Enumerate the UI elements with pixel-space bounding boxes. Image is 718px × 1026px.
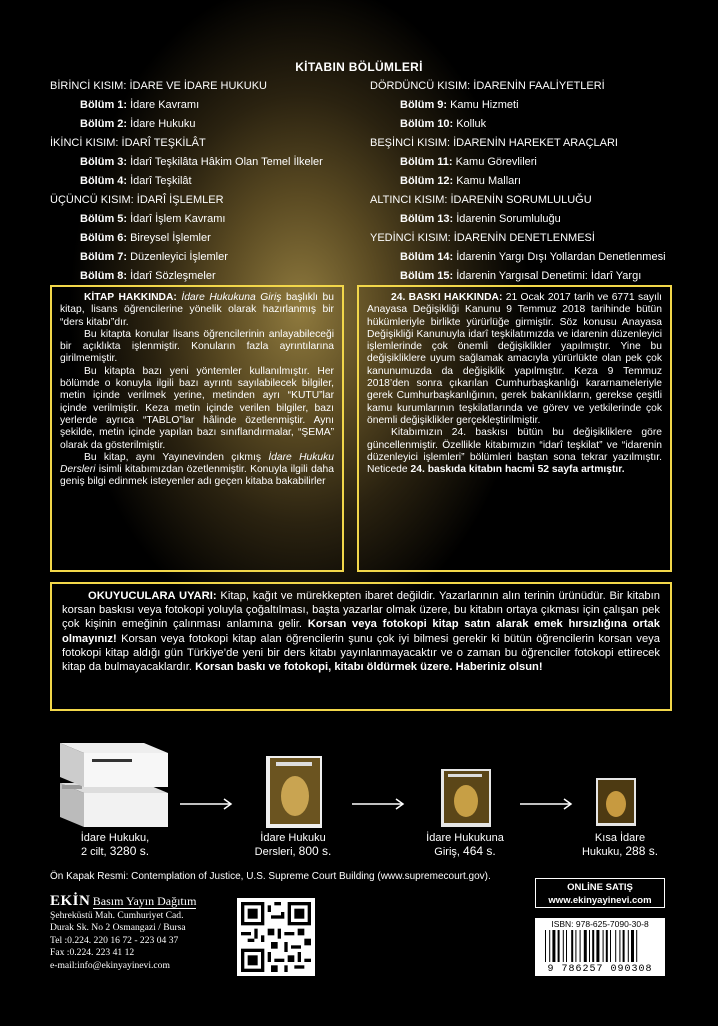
toc-left: [50, 77, 323, 286]
chapter-item: Bölüm 8: İdarî Sözleşmeler: [80, 270, 216, 282]
book-image-giris: [435, 765, 499, 831]
chapter-item: Bölüm 7: Düzenleyici İşlemler: [80, 251, 228, 263]
about-paragraph: Bu kitap, aynı Yayınevinden çıkmış İdare Hukuku Dersleri isimli kitabımızdan özetlenmiştir. Konuyla ilgili daha geniş bilgi edinmek isteyenler adı geçen kitaba bakabilirler: [60, 451, 334, 488]
about-paragraph: Bu kitapta konular lisans öğrencilerinin anlayabileceği bir açıklıkta işlenmiştir. Konuların fazla ayrıntılarına girilmemiştir.: [60, 328, 334, 365]
chapter-item: Bölüm 4: İdarî Teşkilât: [80, 175, 192, 187]
part-title: DÖRDÜNCÜ KISIM: İDARENİN FAALİYETLERİ: [370, 80, 605, 92]
reader-warning-box: OKUYUCULARA UYARI: Kitap, kağıt ve mürekkepten ibaret değildir. Yazarlarının alın terinin ürünüdür. Bir kitabın korsan baskısı veya fotokopi yoluyla çoğaltılması, başta yazarlar olmak üzere, bu kitabın ortaya çıkması için çalışan pek çok kişinin emeğinin çalınması anlamına gelir. Korsan veya fotokopi kitap satın alarak emek hırsızlığına ortak olmayınız! Korsan veya fotokopi kitap alan öğrencilerin şunu çok iyi bilmesi gerekir ki bütün öğrencilerin korsan veya fotokopi kitap aldığı gün Türkiye’de yeni bir ders kitabı yayınlanmayacaktır ve o zaman bu öğrenciler fotokopi ettirecek kitap da bulmayacaklardır. Korsan baskı ve fotokopi, kitabı öldürmek üzere. Haberiniz olsun!: [50, 582, 672, 711]
part-title: İKİNCİ KISIM: İDARÎ TEŞKİLÂT: [50, 137, 206, 149]
book-caption: Kısa İdare Hukuku, 288 s.: [581, 832, 659, 858]
edition-heading: 24. BASKI HAKKINDA:: [391, 292, 503, 303]
chapter-item: Bölüm 11: Kamu Görevlileri: [400, 156, 537, 168]
part-title: BİRİNCİ KISIM: İDARE VE İDARE HUKUKU: [50, 80, 267, 92]
publisher-logo: EKİN: [50, 893, 91, 909]
part-title: YEDİNCİ KISIM: İDARENİN DENETLENMESİ: [370, 232, 595, 244]
online-sales-label: ONLİNE SATIŞ: [567, 882, 633, 893]
about-book-box: KİTAP HAKKINDA: İdare Hukukuna Giriş başlıklı bu kitap, lisans öğrencilerine yönelik olarak hazırlanmış bir “ders kitabı”dır. Bu kitapta konular lisans öğrencilerinin anlayabileceği bir açıklıkta işlenmiştir. Konuların fazla ayrıntılarına girilmemiştir. Bu kitapta bazı yeni yöntemler kullanılmıştır. Her bölümde o konuyla ilgili bazı ayrıntı sayılabilecek bilgiler, metin içinde verilmek yerine, metinden ayrı “KUTU”lar içinde verilmiştir. Keza metin içinde verilen bilgiler, bazı yerlerde ayrıca “TABLO”lar hâlinde özetlenmiştir. Aynı şekilde, metin içinde yapılan bazı sınıflandırmalar, “ŞEMA” olarak da gösterilmiştir. Bu kitap, aynı Yayınevinden çıkmış İdare Hukuku Dersleri isimli kitabımızdan özetlenmiştir. Konuyla ilgili daha geniş bilgi edinmek isteyenler adı geçen kitaba bakabilirler: [50, 285, 344, 572]
book-caption: İdare Hukukuna Giriş, 464 s.: [426, 832, 504, 858]
book-image-two-volume: [52, 735, 174, 833]
publisher-info: EKİN Basım Yayın Dağıtım Şehreküstü Mah. Cumhuriyet Cad. Durak Sk. No 2 Osmangazi / Bursa Tel :0.224. 220 16 72 - 223 04 37 Fax :0.224. 223 41 12 e-mail:info@ekinyayinevi.com: [50, 893, 197, 971]
chapter-item: Bölüm 2: İdare Hukuku: [80, 118, 196, 130]
part-title: ALTINCI KISIM: İDARENİN SORUMLULUĞU: [370, 194, 592, 206]
book-image-kisa: [590, 774, 642, 830]
chapter-item: Bölüm 15: İdarenin Yargısal Denetimi: İdarî Yargı: [400, 270, 642, 282]
edition-box: 24. BASKI HAKKINDA: 21 Ocak 2017 tarih ve 6771 sayılı Anayasa Değişikliği Kanunu 9 Temmuz 2018 tarihinde bütün hükümleriyle birlikte yürürlüğe girmiştir. Söz konusu Anayasa Değişikliği Kanunuyla idarî teşkilatımızda ve idarenin düzenleyici işlemlerinde çok önemli değişiklikler yapılmıştır. Yine bu değişikliklere uyum sağlamak amacıyla yürürlükte olan pek çok kanunumuzda da değişiklik yapılmıştır. Keza 9 Temmuz 2018’den sonra çıkarılan Cumhurbaşkanlığı kararnameleriyle gerek Cumhurbaşkanlığının, gerek bakanlıkların, gerekse çeşitli kamu kurumlarının teşkilatlarında ve görev ve yetkilerinde çok önemli değişiklikler gerçekleştirilmiştir. Kitabımızın 24. baskısı bütün bu değişikliklere göre güncellenmiştir. Özellikle kitabımızın “idarî teşkilat” ve “idarenin düzenleyici işlemleri” bölümleri baştan sona tekrar yazılmıştır. Neticede 24. baskıda kitabın hacmi 52 sayfa artmıştır.: [357, 285, 672, 572]
chapter-item: Bölüm 14: İdarenin Yargı Dışı Yollardan Denetlenmesi: [400, 251, 666, 263]
chapter-item: Bölüm 10: Kolluk: [400, 118, 487, 130]
chapter-item: Bölüm 9: Kamu Hizmeti: [400, 99, 519, 111]
isbn-barcode: [535, 918, 665, 976]
edition-paragraph: Kitabımızın 24. baskısı bütün bu değişikliklere göre güncellenmiştir. Özellikle kitabımızın “idarî teşkilat” ve “idarenin düzenleyici işlemleri” bölümleri baştan sona tekrar yazılmıştır. Neticede 24. baskıda kitabın hacmi 52 sayfa artmıştır.: [367, 427, 662, 476]
warning-heading: OKUYUCULARA UYARI:: [88, 590, 217, 602]
online-sales-url[interactable]: www.ekinyayinevi.com: [548, 895, 652, 906]
chapter-item: Bölüm 12: Kamu Malları: [400, 175, 521, 187]
online-sales-box[interactable]: [535, 878, 665, 908]
toc-right: [370, 77, 666, 286]
chapter-item: Bölüm 6: Bireysel İşlemler: [80, 232, 211, 244]
toc-title: KİTABIN BÖLÜMLERİ: [295, 60, 423, 74]
book-image-dersleri: [260, 752, 330, 832]
book-caption: İdare Hukuku, 2 cilt, 3280 s.: [80, 832, 150, 858]
barcode-icon: [535, 930, 665, 962]
part-title: ÜÇÜNCÜ KISIM: İDARÎ İŞLEMLER: [50, 194, 224, 206]
cover-image-credit: Ön Kapak Resmi: Contemplation of Justice, U.S. Supreme Court Building (www.supremecourt.gov).: [50, 871, 491, 882]
book-caption: İdare Hukuku Dersleri, 800 s.: [254, 832, 332, 858]
qr-code-icon[interactable]: [237, 898, 315, 976]
chapter-item: Bölüm 13: İdarenin Sorumluluğu: [400, 213, 561, 225]
arrow-right-icon: [520, 797, 576, 811]
about-heading: KİTAP HAKKINDA:: [84, 292, 177, 303]
part-title: BEŞİNCİ KISIM: İDARENİN HAREKET ARAÇLARI: [370, 137, 618, 149]
about-paragraph: Bu kitapta bazı yeni yöntemler kullanılmıştır. Her bölümde o konuyla ilgili bazı ayrıntı sayılabilecek bilgiler, metin içinde verilmek yerine, metinden ayrı “KUTU”lar içinde verilmiştir. Keza metin içinde verilen bilgiler, bazı yerlerde ayrıca “TABLO”lar hâlinde özetlenmiştir. Aynı şekilde, metin içinde yapılan bazı sınıflandırmalar, “ŞEMA” olarak da gösterilmiştir.: [60, 365, 334, 451]
isbn-text: ISBN: 978-625-7090-30-8: [551, 919, 649, 929]
chapter-item: Bölüm 1: İdare Kavramı: [80, 99, 200, 111]
chapter-item: Bölüm 3: İdarî Teşkilâta Hâkim Olan Temel İlkeler: [80, 156, 323, 168]
arrow-right-icon: [352, 797, 408, 811]
chapter-item: Bölüm 5: İdarî İşlem Kavramı: [80, 213, 226, 225]
arrow-right-icon: [180, 797, 236, 811]
barcode-number: 9 786257 090308: [547, 964, 653, 975]
